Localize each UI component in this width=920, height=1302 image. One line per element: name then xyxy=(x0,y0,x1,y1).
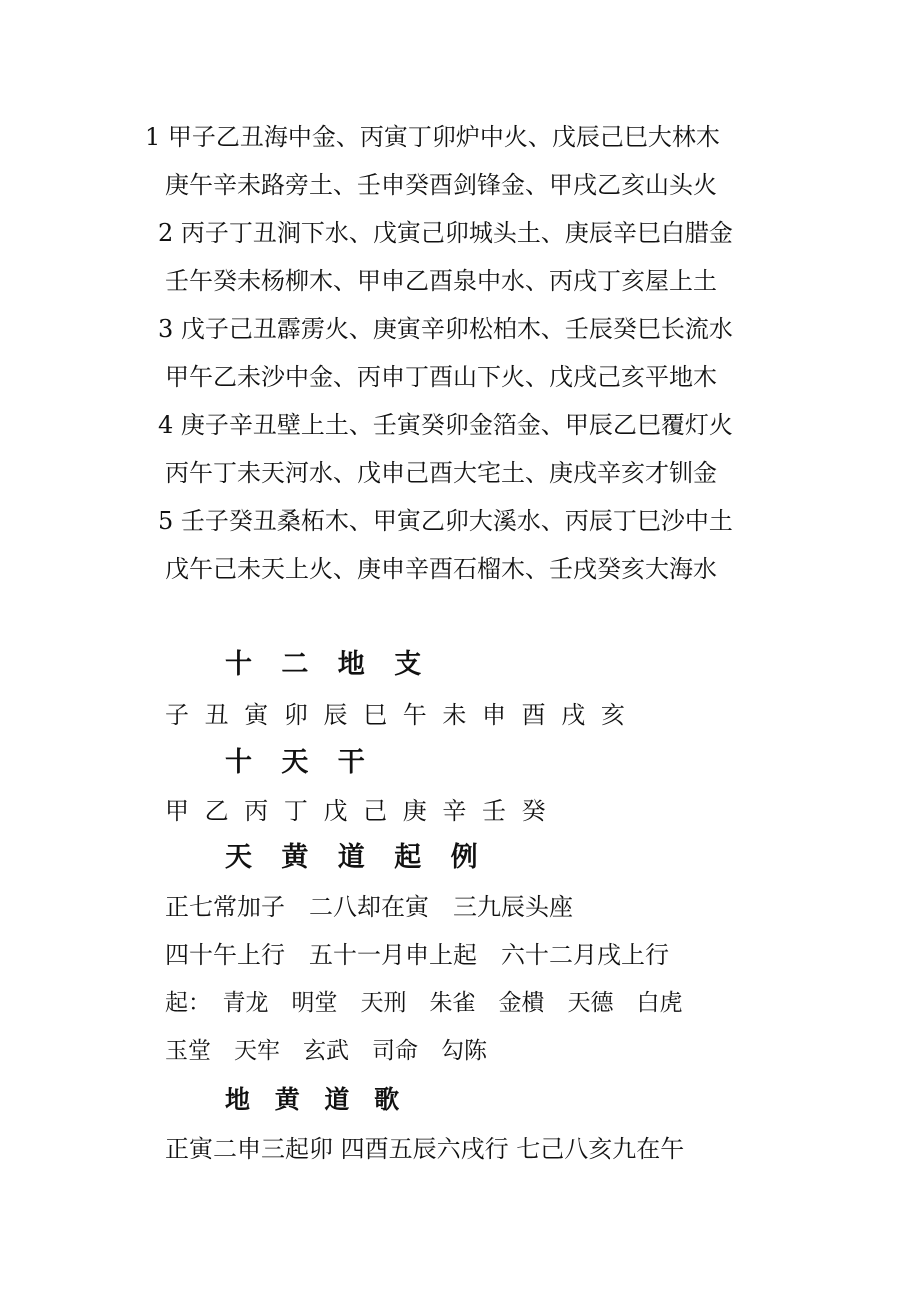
nayin-line-4: 壬午癸未杨柳木、甲申乙酉泉中水、丙戌丁亥屋上土 xyxy=(165,267,717,295)
di-huangdao-heading: 地 黄 道 歌 xyxy=(225,1085,408,1114)
branches-heading: 十 二 地 支 xyxy=(225,649,432,680)
tian-huangdao-heading: 天 黄 道 起 例 xyxy=(225,842,488,873)
branches-list: 子 丑 寅 卯 辰 巳 午 未 申 酉 戌 亥 xyxy=(165,701,629,729)
tian-huangdao-line-3: 起： 青龙 明堂 天刑 朱雀 金樻 天德 白虎 xyxy=(165,990,683,1016)
nayin-line-8: 丙午丁未天河水、戊申己酉大宅土、庚戌辛亥才钏金 xyxy=(165,459,717,487)
di-huangdao-line-1: 正寅二申三起卯 四酉五辰六戌行 七己八亥九在午 xyxy=(165,1135,685,1163)
nayin-line-7: 4 庚子辛丑壁上土、壬寅癸卯金箔金、甲辰乙巳覆灯火 xyxy=(158,411,733,439)
nayin-line-2: 庚午辛未路旁土、壬申癸酉剑锋金、甲戌乙亥山头火 xyxy=(165,171,717,199)
nayin-line-9: 5 壬子癸丑桑柘木、甲寅乙卯大溪水、丙辰丁巳沙中土 xyxy=(158,507,733,535)
nayin-line-1: 1 甲子乙丑海中金、丙寅丁卯炉中火、戊辰己巳大林木 xyxy=(145,123,720,151)
tian-huangdao-line-2: 四十午上行 五十一月申上起 六十二月戌上行 xyxy=(165,941,669,969)
nayin-line-5: 3 戊子己丑霹雳火、庚寅辛卯松柏木、壬辰癸巳长流水 xyxy=(158,315,733,343)
tian-huangdao-line-4: 玉堂 天牢 玄武 司命 勾陈 xyxy=(165,1038,487,1064)
nayin-line-10: 戊午己未天上火、庚申辛酉石榴木、壬戌癸亥大海水 xyxy=(165,555,717,583)
stems-heading: 十 天 干 xyxy=(225,747,375,778)
tian-huangdao-line-1: 正七常加子 二八却在寅 三九辰头座 xyxy=(165,893,573,921)
stems-list: 甲 乙 丙 丁 戊 己 庚 辛 壬 癸 xyxy=(165,797,550,825)
nayin-line-3: 2 丙子丁丑涧下水、戊寅己卯城头土、庚辰辛巳白腊金 xyxy=(158,219,733,247)
nayin-line-6: 甲午乙未沙中金、丙申丁酉山下火、戊戌己亥平地木 xyxy=(165,363,717,391)
